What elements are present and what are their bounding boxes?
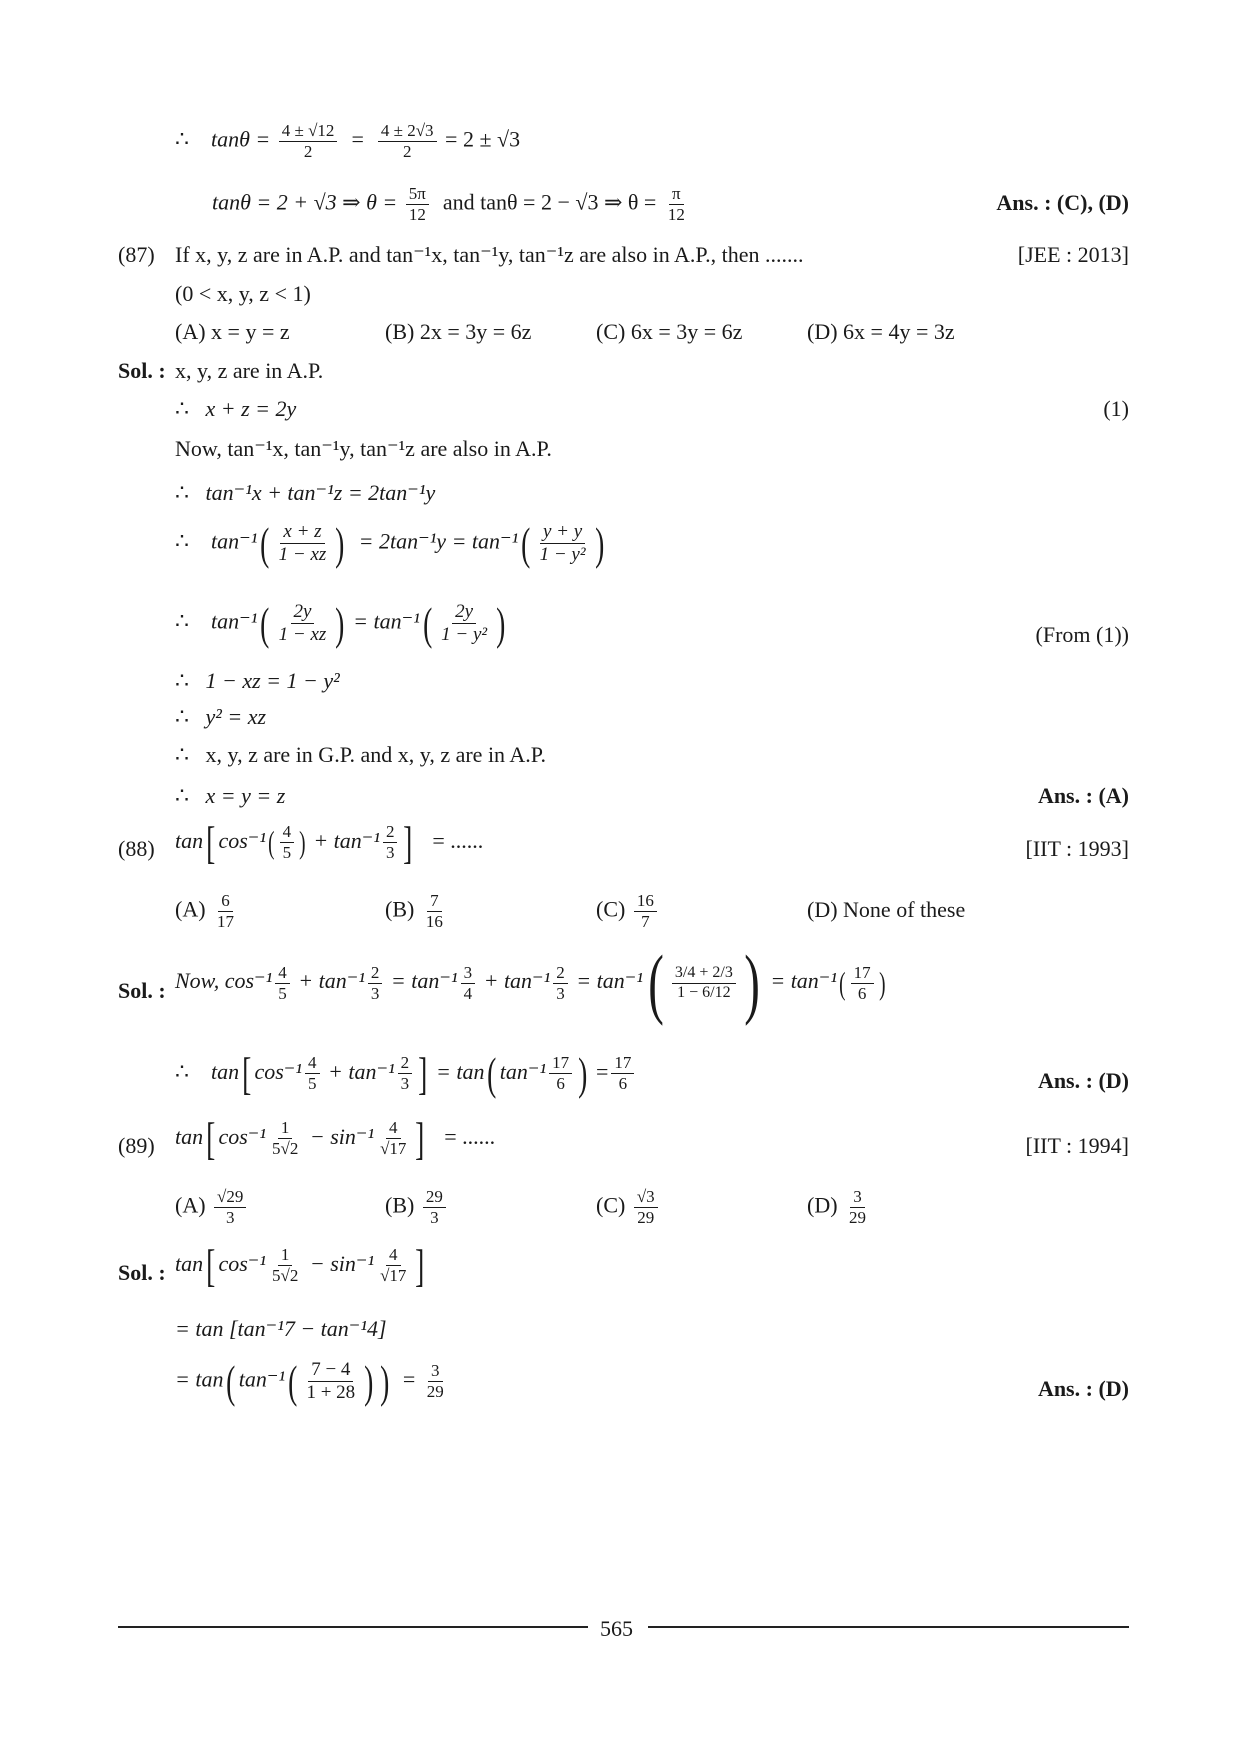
solution-line: x, y, z are in A.P.: [175, 358, 324, 383]
answer-label: Ans. : (D): [1037, 1376, 1129, 1401]
solution-label: Sol. :: [118, 1260, 166, 1285]
fraction: $\frac{4 \pm 2√3}{2}$: [378, 122, 437, 161]
answer-label: Ans. : (D): [1037, 1068, 1129, 1093]
fraction: $\frac{\pi}{12}$: [667, 184, 685, 224]
solution-line: ∴ 1 − xz = 1 − y²: [175, 668, 340, 693]
solution-line: = tan( tan⁻¹( $\frac{7 - 4}{1 + 28}$ ) ) = $\frac{3}{29}$: [175, 1355, 444, 1407]
equation-reference: (From (1)): [1035, 622, 1129, 647]
fraction: $\frac{4 \pm √12}{2}$: [279, 122, 338, 161]
solution-line: ∴ tan⁻¹( $\frac{x + z}{1 - xz}$ ) = 2tan⁻¹y = tan⁻¹( $\frac{y + y}{\text{1 − y²}}$ ): [175, 517, 604, 569]
footer-rule-right: [648, 1626, 1129, 1628]
fraction: $\frac{2y}{\text{1 − y²}}$: [441, 601, 488, 645]
option-d: (D) 6x = 4y = 3z: [807, 319, 955, 344]
option-b: (B) $\frac{29}{3}$: [385, 1188, 449, 1227]
eq2-part2: and tanθ = 2 − √3 ⇒ θ =: [442, 189, 657, 215]
top-equation-1: ∴ tanθ = $\frac{4 \pm √12}{2}$ = $\frac{4 \pm 2√3}{2}$ = 2 ± √3: [175, 121, 521, 161]
exam-source: [IIT : 1994]: [1025, 1133, 1129, 1158]
fraction: $\frac{4}{5}$: [280, 823, 295, 862]
option-c: (C) $\frac{16}{7}$: [596, 892, 660, 931]
solution-line: ∴ y² = xz: [175, 704, 267, 729]
question-number: (87): [118, 242, 155, 267]
eq1-lhs: tanθ =: [211, 126, 271, 152]
option-a: (A) $\frac{6}{17}$: [175, 891, 235, 931]
solution-line: ∴ x, y, z are in G.P. and x, y, z are in A.P.: [175, 742, 547, 767]
question-condition: (0 < x, y, z < 1): [175, 281, 311, 306]
fraction: $\frac{5\pi}{12}$: [406, 185, 429, 224]
solution-line: ∴ x = y = z: [175, 783, 286, 808]
solution-line: = tan [tan⁻¹7 − tan⁻¹4]: [175, 1316, 387, 1341]
fraction: $\frac{2}{3}$: [383, 823, 398, 862]
therefore-symbol: ∴: [175, 126, 189, 152]
solution-label: Sol. :: [118, 978, 166, 1003]
fraction: $\frac{y + y}{\text{1 − y²}}$: [539, 521, 586, 565]
option-c: (C) $\frac{√3}{29}$: [596, 1188, 661, 1227]
answer-label: Ans. : (A): [1037, 783, 1129, 808]
option-d: (D) None of these: [807, 897, 966, 922]
solution-line: ∴ tan⁻¹x + tan⁻¹z = 2tan⁻¹y: [175, 480, 436, 505]
solution-line: Now, cos⁻¹ $\frac{4}{5}$ + tan⁻¹ $\frac{2}{3}$ = tan⁻¹ $\frac{3}{4}$ + tan⁻¹ $\frac{2}{3}$ = tan⁻¹( $\frac{3/4 + 2/3}{1 - 6/12}$ ) = tan⁻¹( $\frac{17}{6}$ ): [175, 939, 886, 1026]
option-a: (A) x = y = z: [175, 319, 290, 344]
question-expression: tan[ cos⁻¹( $\frac{4}{5}$ ) + tan⁻¹ $\frac{2}{3}$ ] = ......: [175, 817, 484, 868]
solution-line: ∴ x + z = 2y: [175, 396, 297, 421]
equation-reference: (1): [1103, 396, 1129, 421]
option-b: (B) 2x = 3y = 6z: [385, 319, 532, 344]
solution-line: ∴ tan[ cos⁻¹ $\frac{4}{5}$ + tan⁻¹ $\frac{2}{3}$ ] = tan( tan⁻¹ $\frac{17}{6}$ ) = $\frac{17}{6}$: [175, 1053, 637, 1094]
option-a: (A) $\frac{√29}{3}$: [175, 1188, 249, 1227]
fraction: $\frac{x + z}{1 - xz}$: [278, 521, 327, 565]
eq1-rhs: = 2 ± √3: [445, 126, 521, 152]
solution-line: Now, tan⁻¹x, tan⁻¹y, tan⁻¹z are also in A.P.: [175, 436, 552, 461]
option-d: (D) $\frac{3}{29}$: [807, 1187, 867, 1227]
exam-source: [IIT : 1993]: [1025, 836, 1129, 861]
solution-line: tan[ cos⁻¹ $\frac{1}{5√2}$ − sin⁻¹ $\frac{4}{√17}$ ]: [175, 1240, 425, 1291]
question-number: (89): [118, 1133, 155, 1158]
compound-fraction: $\frac{3/4 + 2/3}{1 - 6/12}$: [672, 965, 736, 1002]
answer-label: Ans. : (C), (D): [996, 190, 1129, 215]
question-text: If x, y, z are in A.P. and tan⁻¹x, tan⁻¹y, tan⁻¹z are also in A.P., then .......: [175, 242, 804, 267]
option-b: (B) $\frac{7}{16}$: [385, 891, 443, 931]
fraction: $\frac{2y}{1 - xz}$: [278, 601, 327, 645]
option-c: (C) 6x = 3y = 6z: [596, 319, 743, 344]
solution-label: Sol. :: [118, 358, 166, 383]
eq2-part1: tanθ = 2 + √3 ⇒ θ =: [212, 189, 398, 215]
solution-line: ∴ tan⁻¹( $\frac{2y}{1 - xz}$ ) = tan⁻¹( $\frac{2y}{\text{1 − y²}}$ ): [175, 597, 506, 649]
top-equation-2: [212, 185, 691, 224]
question-expression: tan[ cos⁻¹ $\frac{1}{5√2}$ − sin⁻¹ $\frac{4}{√17}$ ] = ......: [175, 1113, 496, 1164]
question-number: (88): [118, 836, 155, 861]
exam-source: [JEE : 2013]: [1017, 242, 1129, 267]
page-number: 565: [600, 1616, 633, 1641]
footer-rule-left: [118, 1626, 588, 1628]
